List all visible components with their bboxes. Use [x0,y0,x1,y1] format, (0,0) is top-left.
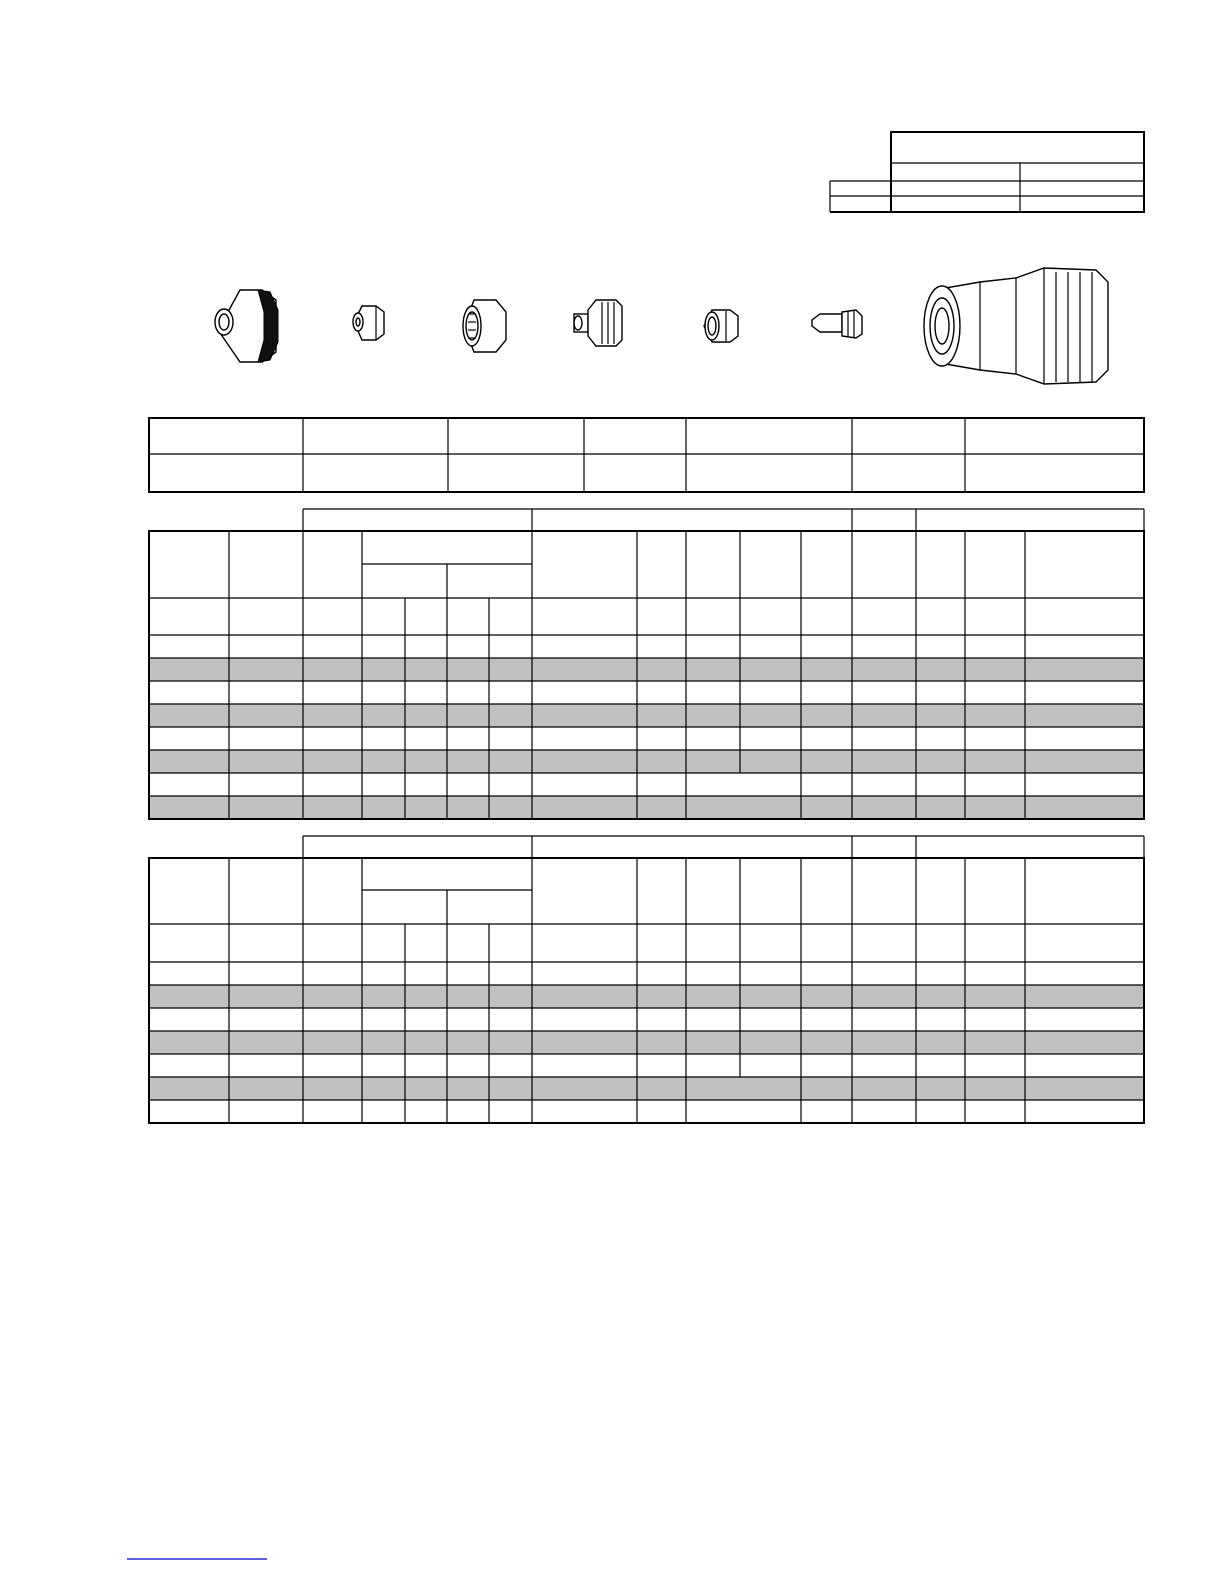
cut-chart-table-1 [149,509,1144,819]
nozzle-icon [574,300,622,346]
reference-table [830,132,1144,212]
shield-icon [215,290,278,362]
torch-body-icon [924,268,1108,384]
swirl-ring-icon [704,310,738,342]
retaining-cap-icon [463,300,506,352]
part-number-table [149,418,1144,492]
cut-chart-table-2 [149,836,1144,1123]
shield-cap-icon [353,306,384,340]
electrode-icon [812,310,862,338]
